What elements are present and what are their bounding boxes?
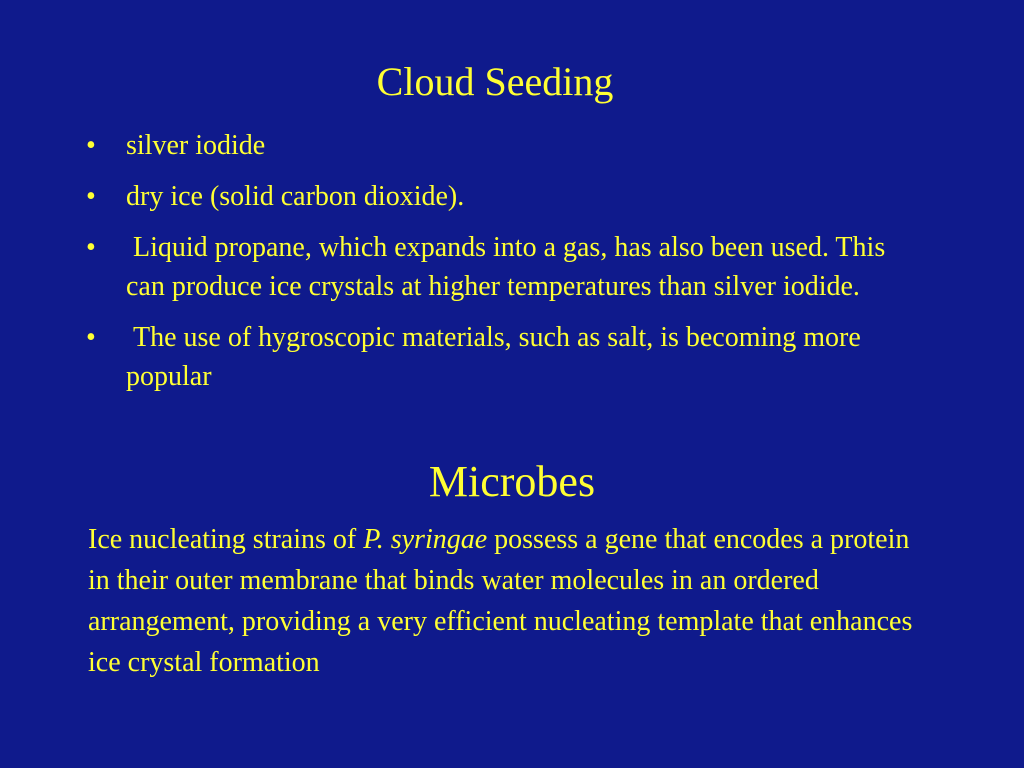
bullet-dot: •	[86, 130, 96, 161]
bullet-item	[86, 177, 926, 216]
bullet-text: silver iodide	[126, 130, 266, 161]
bullet-item	[86, 126, 926, 165]
bullet-item	[86, 318, 926, 396]
bullet-dot: •	[86, 232, 96, 263]
slide-title: Cloud Seeding	[376, 59, 614, 104]
bullet-dot: •	[86, 322, 96, 353]
bullet-text: Liquid propane, which expands into a gas, has also been used. This can produce ice crystals at higher temperatures than silver iodide.	[126, 232, 893, 302]
species-name: P. syringae	[363, 524, 488, 555]
paragraph-text-before: Ice nucleating strains of	[88, 524, 364, 555]
body-paragraph	[88, 519, 938, 683]
bullet-dot: •	[86, 181, 96, 212]
paragraph-text-after: possess a gene that encodes a protein in their outer membrane that binds water molecules in an ordered arrangement, providing a very efficient nucleating template that enhances ice crystal formation	[88, 524, 913, 678]
bullet-text: The use of hygroscopic materials, such as salt, is becoming more popular	[126, 322, 868, 392]
bullet-text: dry ice (solid carbon dioxide).	[126, 181, 465, 212]
bullet-list	[86, 126, 926, 408]
bullet-item	[86, 228, 926, 306]
section-title: Microbes	[428, 457, 596, 506]
